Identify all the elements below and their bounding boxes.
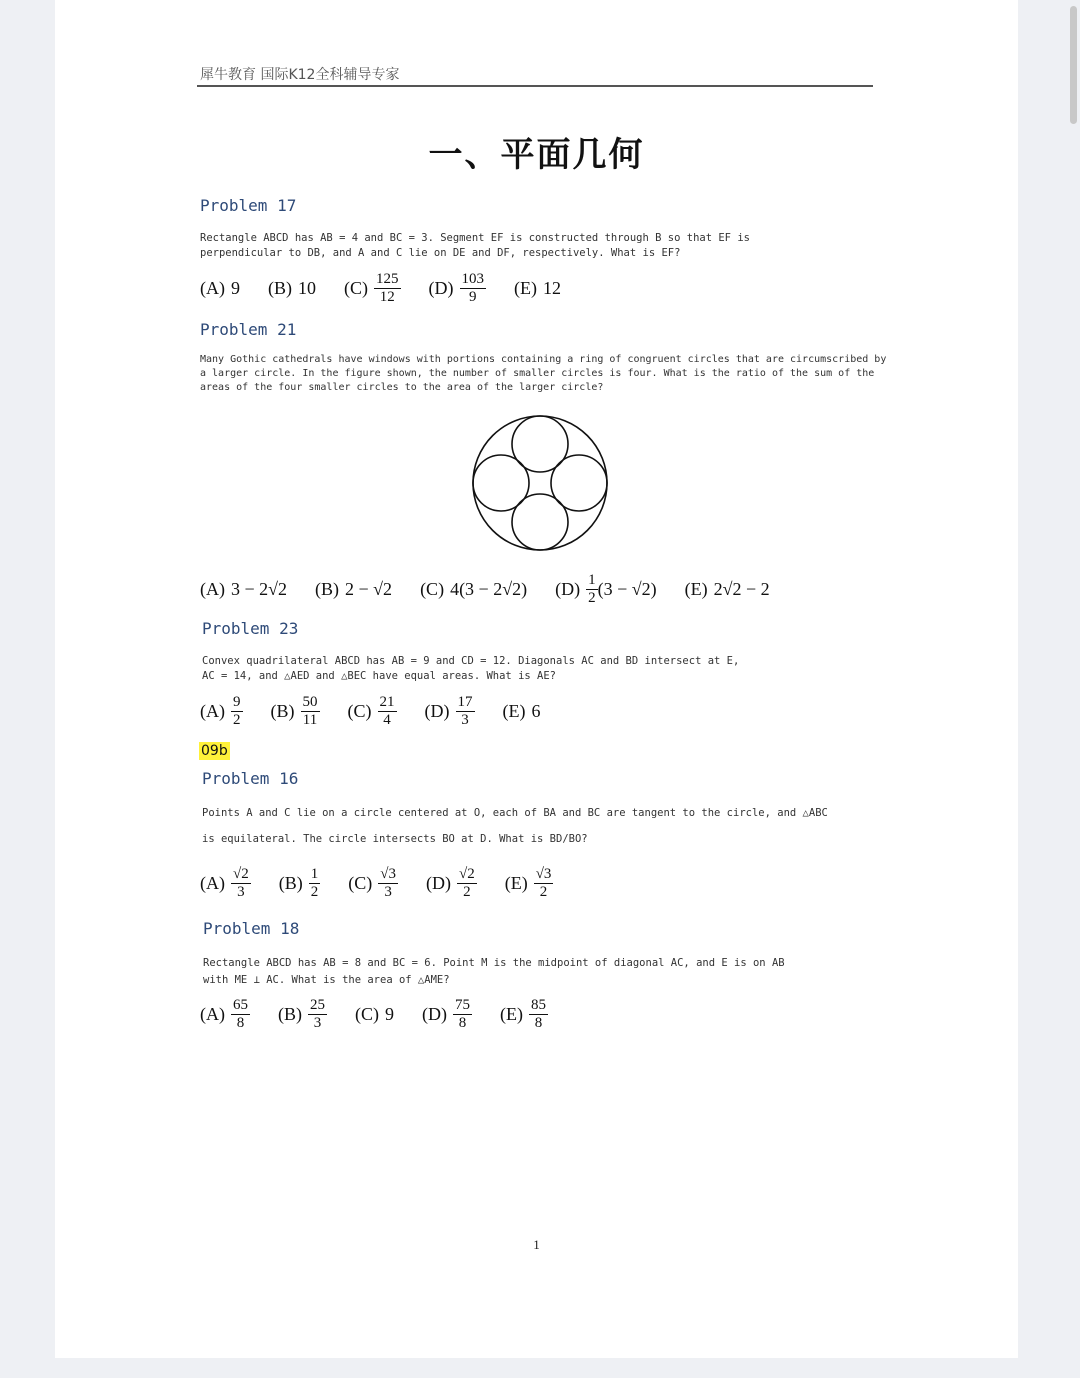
- document-page: [55, 0, 1018, 1358]
- answer-choice: (B) $\frac{25}{3}$: [278, 997, 325, 1031]
- answer-choice: (A) $\frac{65}{8}$: [200, 997, 248, 1031]
- page-number: 1: [533, 1237, 540, 1252]
- circles-figure: [470, 413, 610, 553]
- small-circle-right: [551, 455, 607, 511]
- page-header: 犀牛教育 国际K12全科辅导专家: [200, 67, 400, 83]
- answer-choice: (B) 10: [268, 278, 316, 298]
- answer-choices: [200, 694, 568, 729]
- highlighted-label: 09b: [201, 743, 228, 759]
- problem-title: Problem 23: [202, 619, 299, 638]
- problem-title: Problem 18: [203, 919, 300, 938]
- answer-choice: (D) $\frac{√2}{2}$: [425, 866, 475, 900]
- problem-text-line: Rectangle ABCD has AB = 8 and BC = 6. Point M is the midpoint of diagonal AC, and E is on AB: [203, 957, 785, 969]
- answer-choice: (A) $\frac{9}{2}$: [200, 694, 241, 728]
- answer-choice: (E) 6: [502, 701, 541, 721]
- small-circle-left: [473, 455, 529, 511]
- problem-title: Problem 16: [202, 769, 299, 788]
- problem-text-line: Rectangle ABCD has AB = 4 and BC = 3. Segment EF is constructed through B so that EF is: [200, 232, 750, 244]
- header-rule: [197, 85, 873, 87]
- problem-title: Problem 21: [200, 320, 297, 339]
- answer-choice: (B) $\frac{1}{2}$: [278, 866, 319, 900]
- page-title: 一、平面几何: [428, 135, 645, 175]
- answer-choice: (E) $\frac{√3}{2}$: [504, 866, 552, 900]
- answer-choice: (D) $\frac{103}{9}$: [428, 271, 484, 305]
- answer-choice: (B) 2 − √2: [315, 579, 393, 599]
- answer-choice: (C) 9: [355, 1004, 394, 1024]
- problem-text-line: AC = 14, and △AED and △BEC have equal areas. What is AE?: [202, 670, 557, 682]
- answer-choice: (E) 2√2 − 2: [684, 579, 770, 599]
- answer-choices: [200, 572, 798, 607]
- scrollbar-thumb[interactable]: [1070, 6, 1077, 124]
- problem-text-line: Many Gothic cathedrals have windows with portions containing a ring of congruent circles that are circumscribed by: [200, 354, 887, 365]
- answer-choice: (C) 4(3 − 2√2): [420, 579, 528, 599]
- answer-choice: (D) $\frac{1}{2}$ (3 − √2): [555, 572, 657, 606]
- problem-text-line: perpendicular to DB, and A and C lie on DE and DF, respectively. What is EF?: [200, 247, 681, 259]
- answer-choices: [200, 866, 581, 901]
- problem-text-line: Points A and C lie on a circle centered at O, each of BA and BC are tangent to the circle, and △ABC: [202, 807, 828, 819]
- problem-text-line: with ME ⊥ AC. What is the area of △AME?: [203, 974, 450, 986]
- answer-choice: (B) $\frac{50}{11}$: [270, 694, 318, 728]
- answer-choices: [200, 271, 589, 306]
- answer-choice: (D) $\frac{75}{8}$: [422, 997, 470, 1031]
- answer-choice: (A) 9: [200, 278, 240, 298]
- answer-choice: (E) $\frac{85}{8}$: [500, 997, 546, 1031]
- problem-text-line: a larger circle. In the figure shown, the number of smaller circles is four. What is the ratio of the sum of the: [200, 368, 875, 379]
- problem-text-line: areas of the four smaller circles to the area of the larger circle?: [200, 382, 604, 393]
- answer-choice: (E) 12: [514, 278, 561, 298]
- large-circle: [473, 416, 607, 550]
- problem-text-line: Convex quadrilateral ABCD has AB = 9 and CD = 12. Diagonals AC and BD intersect at E,: [202, 655, 740, 667]
- problem-text-line: is equilateral. The circle intersects BO at D. What is BD/BO?: [202, 833, 588, 845]
- answer-choice: (A) 3 − 2√2: [200, 579, 288, 599]
- problem-title: Problem 17: [200, 196, 297, 215]
- answer-choice: (D) $\frac{17}{3}$: [424, 694, 473, 728]
- answer-choice: (C) $\frac{21}{4}$: [347, 694, 395, 728]
- answer-choice: (C) $\frac{125}{12}$: [344, 271, 399, 305]
- answer-choice: (A) $\frac{√2}{3}$: [200, 866, 249, 900]
- answer-choices: [200, 997, 576, 1032]
- answer-choice: (C) $\frac{√3}{3}$: [348, 866, 396, 900]
